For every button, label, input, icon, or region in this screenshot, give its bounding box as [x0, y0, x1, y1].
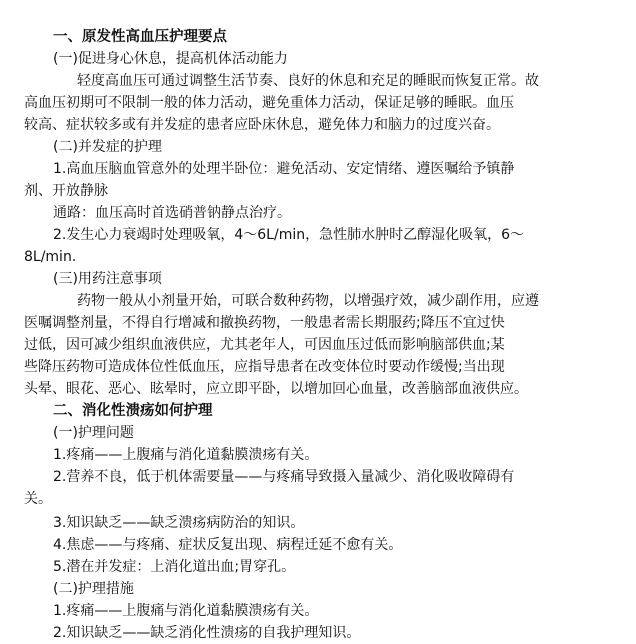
subheading-problems: (一)护理问题 [53, 425, 134, 441]
paragraph-line: 剂、开放静脉 [24, 183, 108, 199]
paragraph-line: 2.发生心力衰竭时处理吸氧，4～6L/min，急性肺水肿时乙醇湿化吸氧，6～ [53, 227, 524, 243]
list-item: 2.知识缺乏——缺乏消化性溃疡的自我护理知识。 [53, 625, 361, 641]
paragraph-line: 过低，因可减少组织血液供应，尤其老年人，可因血压过低而影响脑部供血;某 [24, 337, 505, 353]
paragraph-line: 医嘱调整剂量，不得自行增减和撤换药物，一般患者需长期服药;降压不宜过快 [24, 315, 505, 331]
paragraph-line: 1.高血压脑血管意外的处理半卧位：避免活动、安定情绪、遵医嘱给予镇静 [53, 161, 515, 177]
paragraph-line: 些降压药物可造成体位性低血压，应指导患者在改变体位时要动作缓慢;当出现 [24, 359, 505, 375]
paragraph-line: 8L/min. [24, 249, 77, 265]
list-item: 1.疼痛——上腹痛与消化道黏膜溃疡有关。 [53, 447, 319, 463]
subheading-medication: (三)用药注意事项 [53, 271, 162, 287]
paragraph-line: 高血压初期可不限制一般的体力活动，避免重体力活动，保证足够的睡眠。血压 [24, 95, 514, 111]
list-item: 5.潜在并发症：上消化道出血;胃穿孔。 [53, 559, 296, 575]
subheading-rest: (一)促进身心休息，提高机体活动能力 [53, 51, 288, 67]
paragraph-line: 头晕、眼花、恶心、眩晕时，应立即平卧，以增加回心血量，改善脑部血液供应。 [24, 381, 528, 397]
paragraph-line: 通路：血压高时首选硝普钠静点治疗。 [53, 205, 291, 221]
paragraph-line: 轻度高血压可通过调整生活节奏、良好的休息和充足的睡眠而恢复正常。故 [77, 73, 539, 89]
subheading-complications: (二)并发症的护理 [53, 139, 162, 155]
section-heading-ulcer: 二、消化性溃疡如何护理 [53, 403, 213, 419]
list-item: 4.焦虑——与疼痛、症状反复出现、病程迁延不愈有关。 [53, 537, 403, 553]
section-heading-hypertension: 一、原发性高血压护理要点 [53, 29, 227, 45]
list-item: 3.知识缺乏——缺乏溃疡病防治的知识。 [53, 515, 305, 531]
list-item: 1.疼痛——上腹痛与消化道黏膜溃疡有关。 [53, 603, 319, 619]
list-item: 关。 [24, 491, 52, 507]
paragraph-line: 较高、症状较多或有并发症的患者应卧床休息，避免体力和脑力的过度兴奋。 [24, 117, 500, 133]
list-item: 2.营养不良，低于机体需要量——与疼痛导致摄入量减少、消化吸收障碍有 [53, 469, 515, 485]
paragraph-line: 药物一般从小剂量开始，可联合数种药物，以增强疗效，减少副作用，应遵 [77, 293, 539, 309]
subheading-measures: (二)护理措施 [53, 581, 134, 597]
